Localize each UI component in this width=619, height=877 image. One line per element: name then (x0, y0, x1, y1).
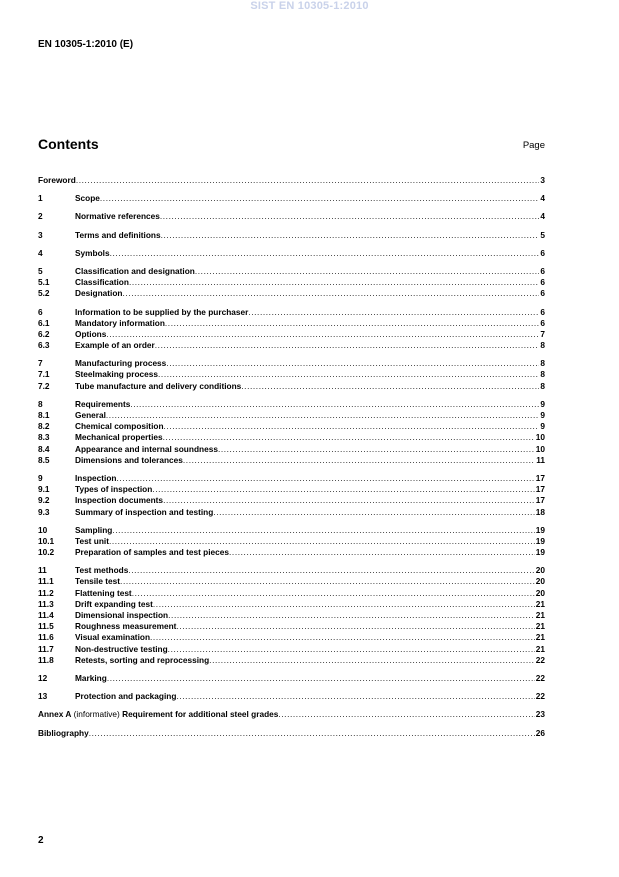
document-id: EN 10305-1:2010 (E) (38, 39, 134, 50)
toc-entry-page: 17 (535, 495, 545, 506)
toc-entry-page: 21 (535, 632, 545, 643)
toc-dot-leader (241, 381, 539, 392)
toc-entry-page: 20 (535, 576, 545, 587)
toc-entry-number: 7 (38, 358, 43, 369)
toc-entry-number: 8 (38, 398, 43, 409)
toc-entry-page: 8 (540, 340, 545, 351)
toc-entry-page: 6 (540, 306, 545, 317)
toc-dot-leader (120, 576, 535, 587)
toc-entry-number: 9 (38, 472, 43, 483)
toc-entry-title: Visual examination (75, 632, 151, 643)
toc-entry-title: Normative references (75, 211, 160, 222)
toc-entry-number: 9.1 (38, 484, 50, 495)
toc-entry-page: 6 (540, 277, 545, 288)
toc-entry-page: 26 (535, 727, 545, 738)
toc-dot-leader (183, 455, 535, 466)
toc-entry-title: Annex A (informative) Requirement for additional steel grades (38, 709, 279, 720)
toc-entry-number: 10.2 (38, 547, 55, 558)
toc-dot-leader (229, 547, 535, 558)
toc-entry-annex-type: (informative) (71, 709, 123, 720)
toc-entry-title: Tensile test (75, 576, 121, 587)
toc-entry-title: Test methods (75, 565, 129, 576)
toc-entry-page: 8 (540, 380, 545, 391)
toc-entry-number: 1 (38, 193, 43, 204)
toc-entry[interactable] (38, 484, 545, 495)
toc-entry-page: 7 (540, 328, 545, 339)
toc-entry-number: 11.5 (38, 621, 54, 632)
toc-entry-title: Test unit (75, 535, 109, 546)
toc-dot-leader (176, 691, 534, 702)
toc-entry-page: 22 (535, 672, 545, 683)
toc-entry-number: 11.7 (38, 643, 54, 654)
toc-entry-title: Bibliography (38, 727, 89, 738)
toc-entry-number: 9.3 (38, 506, 50, 517)
toc-entry-title: Steelmaking process (75, 369, 159, 380)
toc-entry[interactable] (38, 599, 545, 610)
toc-dot-leader (155, 340, 540, 351)
toc-entry[interactable] (38, 728, 545, 739)
toc-entry-page: 21 (535, 610, 545, 620)
toc-entry-page: 6 (540, 265, 545, 276)
toc-dot-leader (158, 369, 539, 380)
watermark: SIST EN 10305-1:2010 (250, 0, 369, 12)
toc-entry-number: 8.3 (38, 432, 50, 443)
contents-heading: Contents (38, 136, 99, 152)
toc-dot-leader (112, 525, 534, 536)
toc-entry-number: 11.1 (38, 576, 54, 587)
toc-entry-number: 8.1 (38, 410, 50, 420)
toc-entry-title: Marking (75, 672, 107, 683)
toc-entry-number: 11.2 (38, 587, 54, 598)
toc-dot-leader (107, 673, 535, 684)
toc-entry-title: Example of an order (75, 340, 155, 351)
toc-entry-number: 6 (38, 306, 43, 317)
page-number: 2 (38, 835, 44, 846)
toc-entry-title: Dimensional inspection (75, 610, 169, 620)
toc-dot-leader (160, 211, 540, 222)
toc-entry[interactable] (38, 230, 545, 241)
toc-entry[interactable] (38, 473, 545, 484)
toc-entry-page: 21 (535, 598, 545, 609)
toc-entry[interactable] (38, 709, 545, 720)
toc-entry-page: 5 (540, 229, 545, 240)
toc-entry-title: Protection and packaging (75, 691, 177, 702)
toc-entry-page: 11 (536, 454, 545, 465)
toc-entry-number: 8.4 (38, 443, 50, 454)
toc-entry[interactable] (38, 673, 545, 684)
toc-entry-page: 10 (535, 432, 545, 443)
toc-entry-page: 9 (540, 410, 545, 420)
toc-entry[interactable] (38, 277, 545, 288)
toc-entry-title: Options (75, 328, 107, 339)
toc-entry-number: 6.2 (38, 328, 50, 339)
toc-entry-page: 23 (535, 709, 545, 720)
toc-entry-number: 11.3 (38, 598, 54, 609)
toc-entry-title: Sampling (75, 524, 113, 535)
toc-entry-page: 4 (540, 211, 545, 222)
toc-dot-leader (195, 266, 540, 277)
toc-dot-leader (117, 473, 535, 484)
toc-dot-leader (106, 410, 539, 421)
toc-dot-leader (132, 588, 535, 599)
toc-entry-page: 4 (540, 193, 545, 204)
toc-entry-title: Summary of inspection and testing (75, 506, 214, 517)
toc-entry-page: 19 (535, 535, 545, 546)
toc-entry-title: Terms and definitions (75, 229, 161, 240)
toc-entry-number: 8.2 (38, 421, 50, 432)
toc-entry-page: 17 (535, 472, 545, 483)
toc-entry-page: 21 (535, 643, 545, 654)
toc-entry[interactable] (38, 644, 545, 655)
toc-dot-leader (130, 399, 539, 410)
toc-dot-leader (161, 230, 540, 241)
toc-entry[interactable] (38, 248, 545, 259)
toc-dot-leader (168, 644, 535, 655)
toc-entry[interactable] (38, 632, 545, 643)
toc-dot-leader (152, 484, 534, 495)
toc-entry-number: 5.2 (38, 288, 50, 299)
toc-entry[interactable] (38, 536, 545, 547)
toc-dot-leader (76, 175, 540, 186)
toc-entry-page: 20 (535, 587, 545, 598)
toc-entry-number: 11.6 (38, 632, 54, 643)
toc-entry-page: 9 (540, 421, 545, 432)
toc-entry-title: Appearance and internal soundness (75, 443, 218, 454)
toc-entry[interactable] (38, 358, 545, 369)
toc-entry-page: 8 (540, 358, 545, 369)
toc-entry-number: 10 (38, 524, 48, 535)
toc-entry-number: 6.3 (38, 340, 50, 351)
toc-entry-title: Inspection (75, 472, 117, 483)
toc-entry-number: 5 (38, 265, 43, 276)
toc-entry[interactable] (38, 266, 545, 277)
toc-dot-leader (278, 709, 534, 720)
toc-entry-title: Information to be supplied by the purchaser (75, 306, 249, 317)
toc-dot-leader (165, 318, 539, 329)
toc-entry-page: 21 (535, 621, 545, 632)
toc-entry-title: Classification (75, 277, 129, 288)
toc-entry[interactable] (38, 175, 545, 186)
toc-entry-page: 6 (540, 247, 545, 258)
toc-entry[interactable] (38, 655, 545, 666)
toc-entry-page: 22 (535, 654, 545, 665)
toc-entry[interactable] (38, 691, 545, 702)
toc-entry-title: Drift expanding test (75, 598, 153, 609)
page-column-heading: Page (522, 140, 545, 151)
toc-entry-title: Flattening test (75, 587, 132, 598)
toc-entry-page: 22 (535, 691, 545, 702)
toc-entry-title: Mandatory information (75, 317, 165, 328)
toc-entry[interactable] (38, 421, 545, 432)
toc-entry-number: 11 (38, 565, 47, 576)
toc-dot-leader (150, 632, 535, 643)
toc-entry[interactable] (38, 432, 545, 443)
toc-entry[interactable] (38, 525, 545, 536)
toc-entry-page: 6 (540, 288, 545, 299)
toc-entry-title: General (75, 410, 106, 420)
toc-entry-number: 8.5 (38, 454, 50, 465)
toc-entry-number: 3 (38, 229, 43, 240)
toc-entry-title: Non-destructive testing (75, 643, 168, 654)
toc-entry-page: 10 (535, 443, 545, 454)
toc-entry-title: Preparation of samples and test pieces (75, 547, 230, 558)
toc-entry[interactable] (38, 329, 545, 340)
toc-entry-number: 9.2 (38, 495, 50, 506)
toc-dot-leader (100, 193, 539, 204)
toc-entry-page: 3 (540, 175, 545, 185)
toc-dot-leader (110, 248, 540, 259)
toc-entry-page: 17 (535, 484, 545, 495)
toc-entry[interactable] (38, 399, 545, 410)
toc-entry[interactable] (38, 621, 545, 632)
toc-entry-title: Manufacturing process (75, 358, 167, 369)
toc-dot-leader (129, 277, 539, 288)
toc-dot-leader (166, 358, 539, 369)
toc-entry[interactable] (38, 576, 545, 587)
toc-dot-leader (248, 307, 539, 318)
toc-entry-page: 19 (535, 524, 545, 535)
toc-entry-page: 9 (540, 398, 545, 409)
toc-entry-title: Chemical composition (75, 421, 164, 432)
toc-dot-leader (163, 495, 535, 506)
toc-entry-page: 19 (535, 547, 545, 558)
toc-entry-title: Retests, sorting and reprocessing (75, 654, 210, 665)
toc-entry-title: Tube manufacture and delivery conditions (75, 380, 242, 391)
toc-dot-leader (163, 432, 535, 443)
toc-entry-title: Symbols (75, 247, 110, 258)
toc-dot-leader (209, 655, 535, 666)
toc-entry[interactable] (38, 444, 545, 455)
toc-entry[interactable] (38, 547, 545, 558)
toc-entry[interactable] (38, 193, 545, 204)
toc-entry-number: 10.1 (38, 535, 55, 546)
toc-entry-page: 20 (535, 565, 545, 576)
toc-entry-number: 12 (38, 672, 48, 683)
toc-entry[interactable] (38, 410, 545, 421)
toc-entry-number: 7.2 (38, 380, 50, 391)
toc-dot-leader (122, 288, 539, 299)
toc-dot-leader (176, 621, 534, 632)
toc-entry[interactable] (38, 340, 545, 351)
toc-entry[interactable] (38, 211, 545, 222)
toc-entry-number: 2 (38, 211, 43, 222)
toc-dot-leader (153, 599, 535, 610)
toc-entry[interactable] (38, 318, 545, 329)
toc-dot-leader (213, 507, 534, 518)
toc-entry-title: Mechanical properties (75, 432, 163, 443)
toc-entry-number: 7.1 (38, 369, 50, 380)
table-of-contents (38, 175, 545, 739)
toc-dot-leader (164, 421, 540, 432)
toc-entry-number: 5.1 (38, 277, 50, 288)
toc-entry[interactable] (38, 588, 545, 599)
toc-entry-number: 6.1 (38, 317, 50, 328)
toc-entry-title: Foreword (38, 175, 76, 185)
toc-dot-leader (218, 444, 535, 455)
toc-entry-title: Types of inspection (75, 484, 153, 495)
toc-entry[interactable] (38, 455, 545, 466)
toc-entry-title: Requirements (75, 398, 131, 409)
toc-entry-page: 6 (540, 317, 545, 328)
toc-dot-leader (128, 565, 534, 576)
toc-entry-number: 11.4 (38, 610, 54, 620)
toc-entry-number: 13 (38, 691, 48, 702)
toc-entry-title: Roughness measurement (75, 621, 177, 632)
toc-dot-leader (168, 610, 535, 621)
toc-entry-page: 8 (540, 369, 545, 380)
toc-entry-title: Inspection documents (75, 495, 164, 506)
toc-entry[interactable] (38, 565, 545, 576)
toc-entry[interactable] (38, 495, 545, 506)
toc-entry-number: 11.8 (38, 654, 54, 665)
toc-entry[interactable] (38, 381, 545, 392)
toc-entry[interactable] (38, 507, 545, 518)
toc-entry-title: Classification and designation (75, 265, 195, 276)
toc-entry-page: 18 (535, 506, 545, 517)
toc-dot-leader (109, 536, 535, 547)
toc-entry-title: Scope (75, 193, 100, 204)
toc-entry[interactable] (38, 610, 545, 621)
toc-dot-leader (89, 728, 535, 739)
toc-entry-number: 4 (38, 247, 43, 258)
toc-entry[interactable] (38, 369, 545, 380)
toc-dot-leader (106, 329, 539, 340)
toc-entry-title: Dimensions and tolerances (75, 454, 183, 465)
toc-entry[interactable] (38, 307, 545, 318)
toc-entry[interactable] (38, 288, 545, 299)
toc-entry-title: Designation (75, 288, 123, 299)
